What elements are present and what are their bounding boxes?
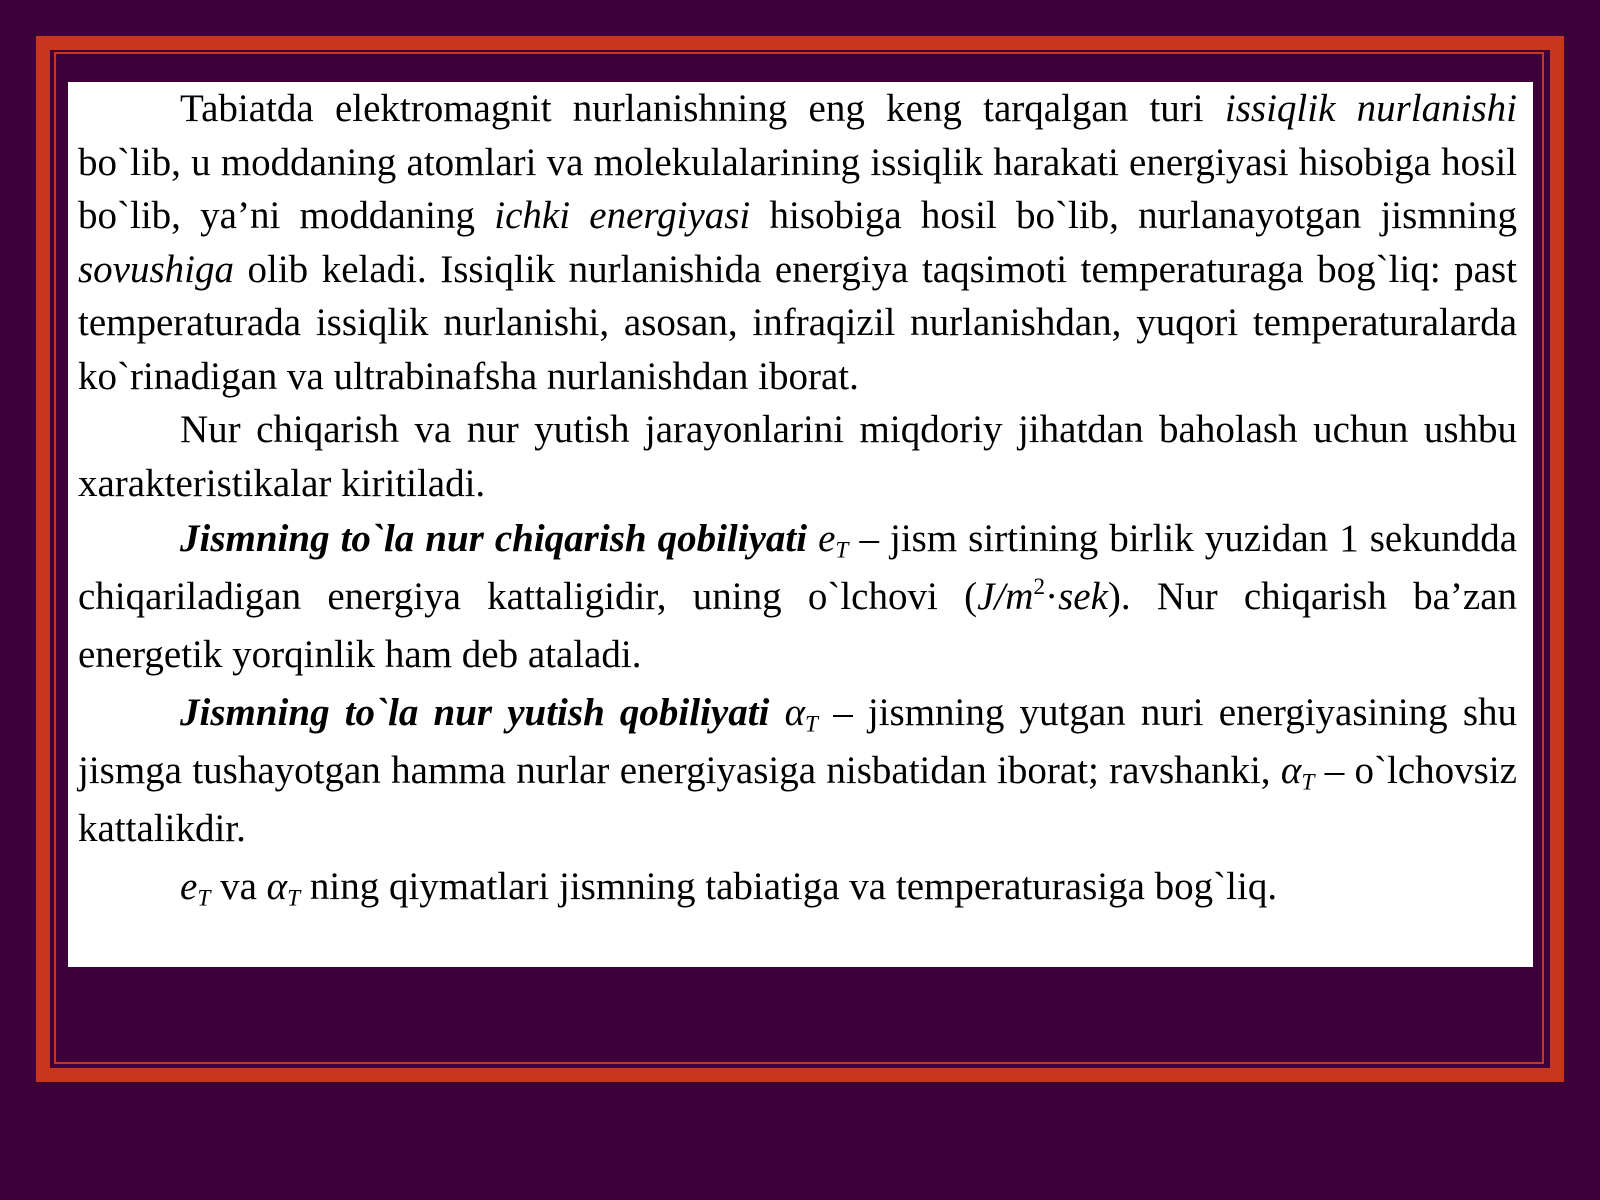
text-run: hisobiga hosil bo`lib, nurlanayotgan jismning	[750, 194, 1517, 237]
text-run: Tabiatda elektromagnit nurlanishning eng keng tarqalgan turi	[180, 87, 1225, 130]
bold-term: Jismning to`la nur chiqarish qobiliyati	[180, 517, 808, 560]
text-run: va	[210, 865, 267, 908]
paragraph-dependence	[78, 858, 1517, 916]
text-run: – jismning yutgan nuri energiyasining shu jismga tushayotgan hamma nurlar energiyasiga nisbatidan iborat; ravshanki,	[78, 691, 1518, 792]
unit-text: J/m	[977, 575, 1034, 618]
text-run: ). Nur chiqarish ba’zan energetik yorqinlik ham deb ataladi.	[78, 575, 1518, 676]
symbol-e-t: $e_T$	[818, 517, 849, 564]
italic-term: issiqlik nurlanishi	[1224, 87, 1517, 130]
paragraph-characteristics-intro	[78, 403, 1517, 510]
symbol-e-t: $e_T$	[180, 865, 211, 912]
text-run: – o`lchovsiz kattalikdir.	[78, 749, 1517, 850]
paragraph-absorptive-power	[78, 684, 1517, 858]
unit-superscript: 2	[1033, 573, 1046, 600]
symbol-alpha-t: $\alpha_T$	[1280, 749, 1315, 796]
symbol-alpha-t: $\alpha_T$	[266, 865, 301, 912]
symbol-alpha-t: $\alpha_T$	[784, 691, 819, 738]
italic-term: ichki energiyasi	[494, 194, 751, 237]
unit-text: sek	[1058, 575, 1108, 618]
text-run: – jism sirtining birlik yuzidan 1 sekundda chiqariladigan energiya kattaligidir, uning o`lchovi (	[78, 517, 1518, 618]
paragraph-thermal-radiation	[78, 82, 1517, 403]
unit-dot: ·	[1045, 575, 1059, 618]
text-run: ning qiymatlari jismning tabiatiga va temperaturasiga bog`liq.	[300, 865, 1278, 908]
bold-term: Jismning to`la nur yutish qobiliyati	[180, 691, 770, 734]
text-run: bo`lib, u moddaning atomlari va molekulalarining issiqlik harakati energiyasi hisobiga hosil bo`lib, ya’ni moddaning	[78, 140, 1517, 237]
italic-term: sovushiga	[78, 247, 234, 291]
text-box	[68, 82, 1533, 967]
text-run: Nur chiqarish va nur yutish jarayonlarini miqdoriy jihatdan baholash uchun ushbu xarakteristikalar kiritiladi.	[78, 408, 1517, 505]
text-run: olib keladi. Issiqlik nurlanishida energiya taqsimoti temperaturaga bog`liq: past temperaturada issiqlik nurlanishi, asosan, infraqizil nurlanishdan, yuqori temperaturalarda ko`rinadigan va ultrabinafsha nurlanishdan iborat.	[78, 247, 1517, 398]
paragraph-emissive-power	[78, 510, 1517, 684]
